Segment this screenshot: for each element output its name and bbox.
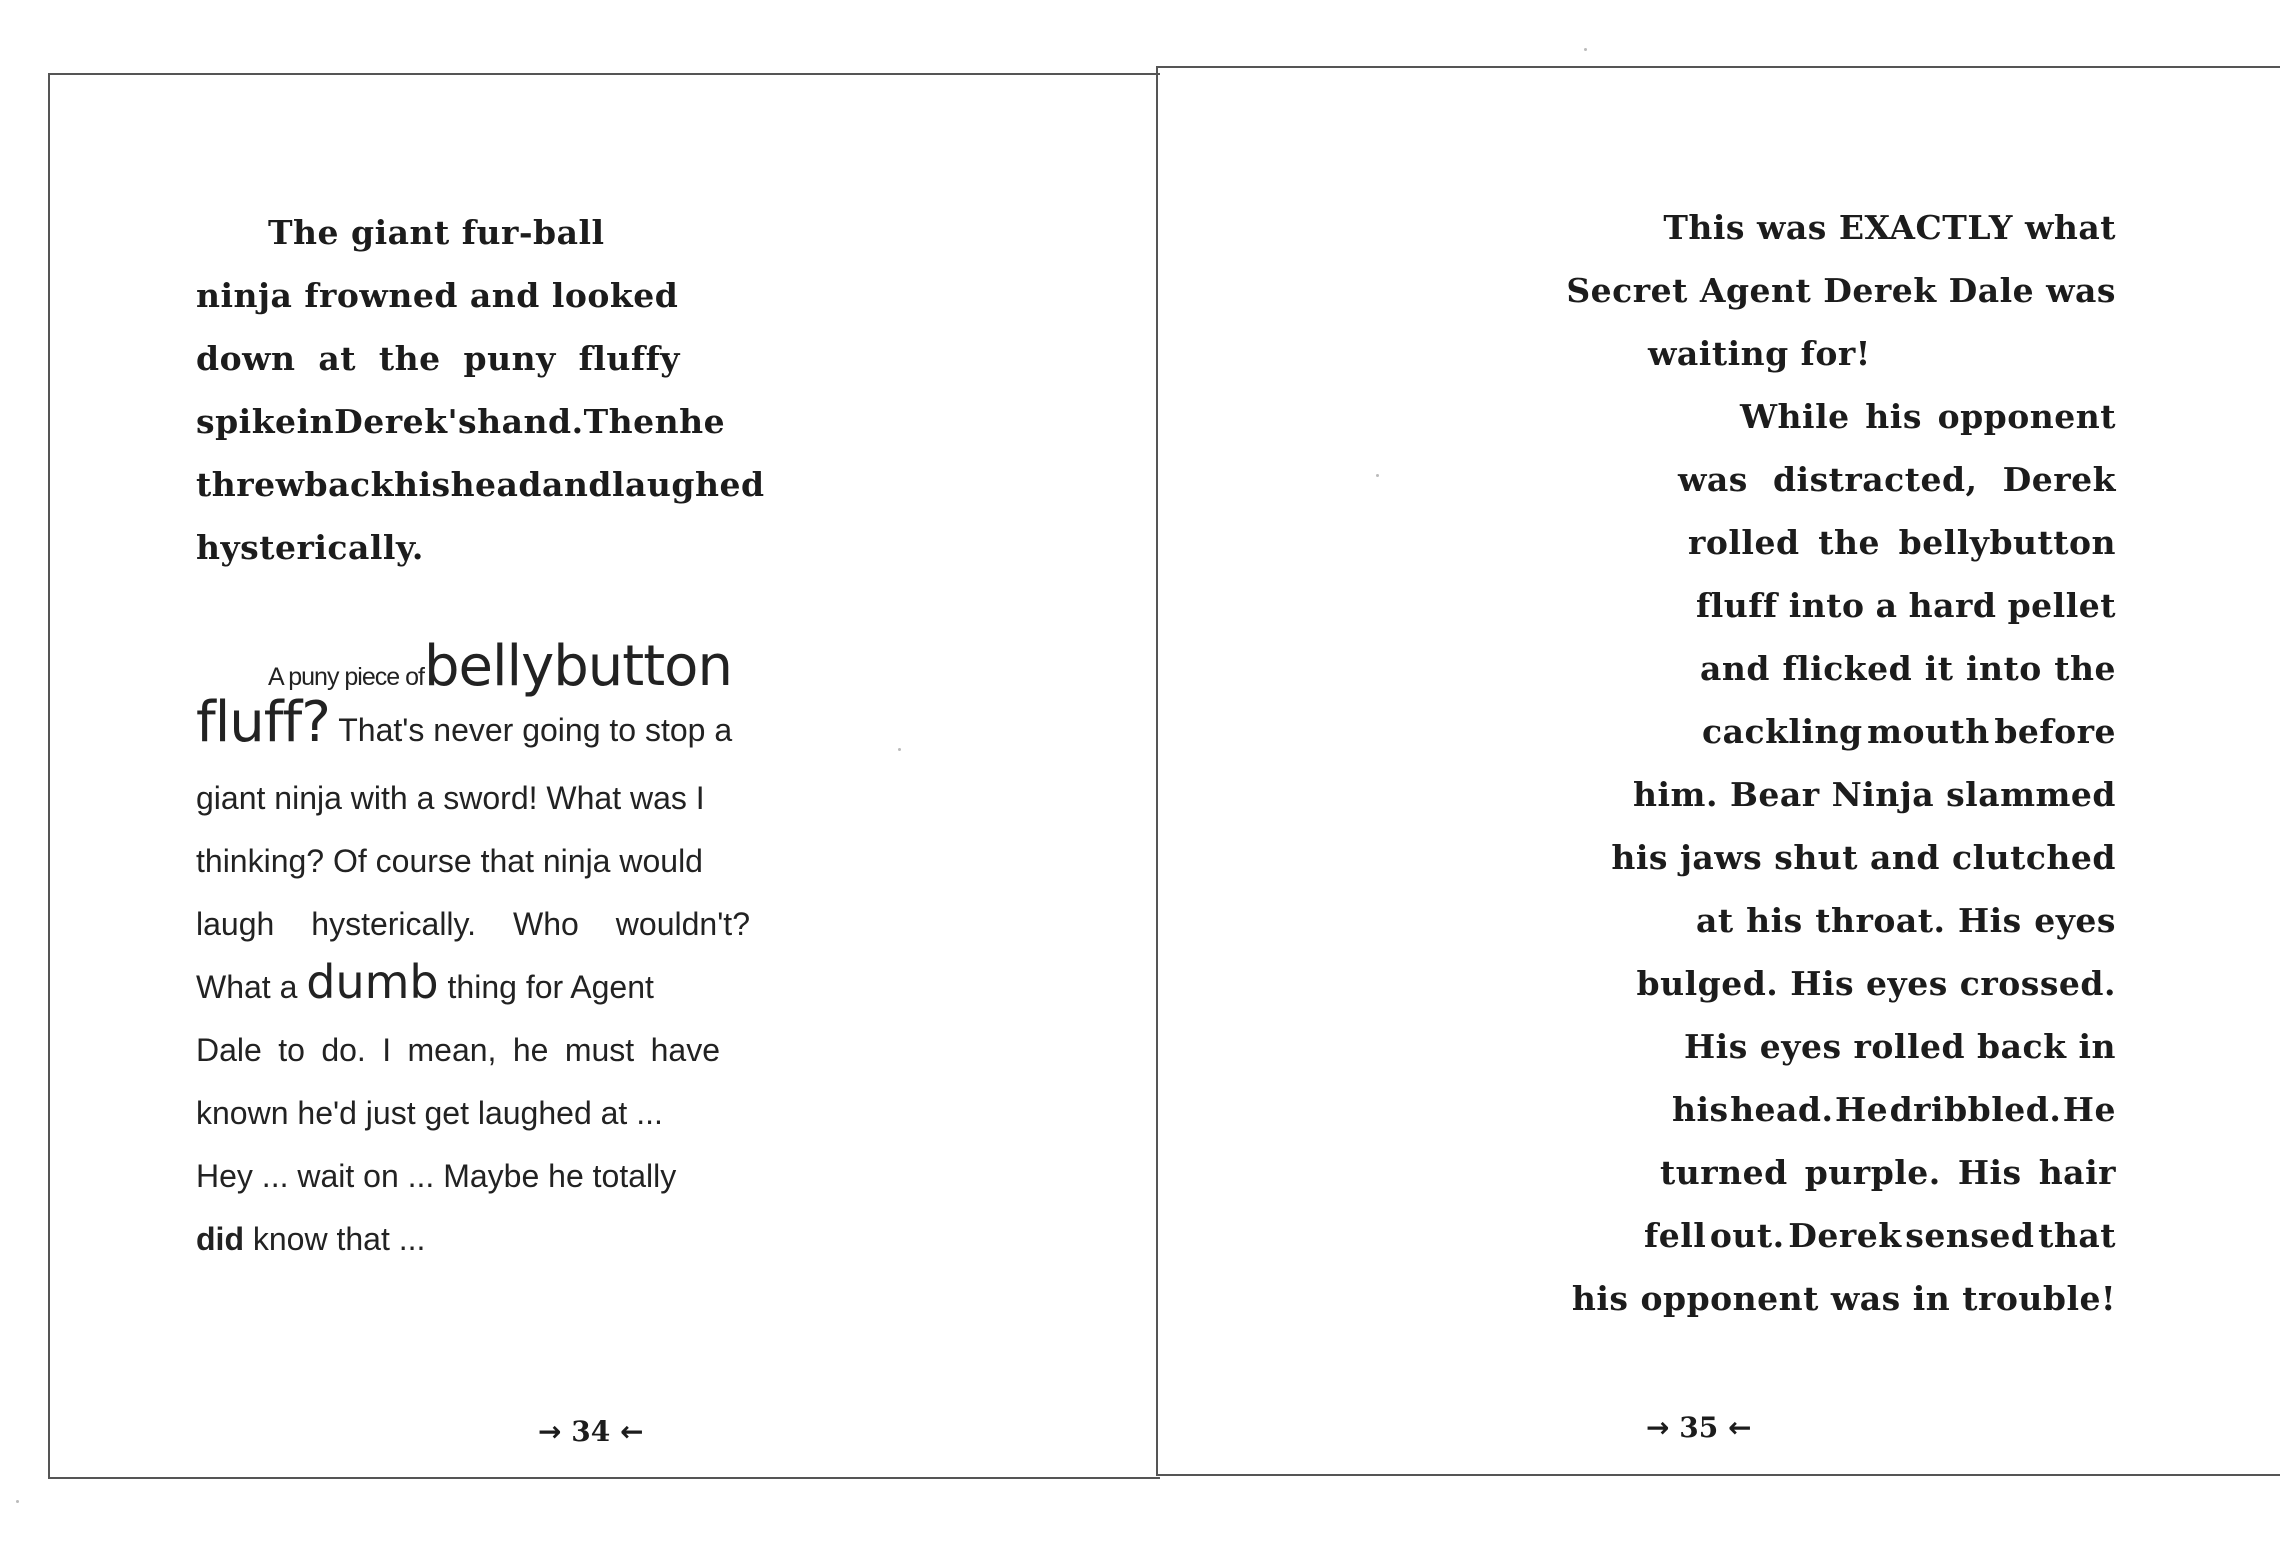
- word: fluff: [1696, 586, 1778, 625]
- word: puny: [463, 339, 556, 378]
- word: His: [1957, 1153, 2022, 1192]
- word: eyes: [2034, 901, 2116, 940]
- word: his: [1865, 397, 1922, 436]
- text-line: [1696, 586, 2116, 625]
- left-arrow-icon: ←: [619, 1415, 644, 1448]
- text-line: [1696, 901, 2116, 940]
- word: it: [1924, 649, 1954, 688]
- word: fell: [1644, 1216, 1707, 1255]
- word: he: [679, 402, 726, 441]
- word: the: [378, 339, 441, 378]
- word: his: [1746, 901, 1803, 940]
- word: do.: [321, 1032, 366, 1068]
- text-line: [1678, 460, 2116, 499]
- page-number-text: 34: [571, 1415, 611, 1448]
- word: rolled: [1853, 1027, 1966, 1066]
- text-line: him. Bear Ninja slammed: [1633, 775, 2116, 814]
- word: Derek's: [334, 402, 478, 441]
- aside-text: know that ...: [252, 1221, 426, 1257]
- word: throat.: [1815, 901, 1946, 940]
- word: Derek: [1788, 1216, 1902, 1255]
- word: turned: [1660, 1153, 1788, 1192]
- word: and: [542, 465, 612, 504]
- text-line: waiting for!: [1648, 334, 1871, 373]
- word: While: [1740, 397, 1850, 436]
- word: He: [1834, 1090, 1889, 1129]
- word: pellet: [2007, 586, 2116, 625]
- word: bellybutton: [1898, 523, 2116, 562]
- word: Dale: [196, 1032, 262, 1068]
- right-arrow-icon: →: [1646, 1411, 1670, 1444]
- word: mean,: [407, 1032, 497, 1068]
- aside-small-text: A puny piece of: [268, 663, 424, 691]
- scan-speck: [1584, 48, 1587, 51]
- word: purple.: [1804, 1153, 1941, 1192]
- word: dribbled.: [1889, 1090, 2062, 1129]
- scan-speck: [16, 1500, 19, 1503]
- word: into: [1965, 649, 2042, 688]
- aside-line: [196, 1032, 720, 1069]
- text-line: his opponent was in trouble!: [1571, 1279, 2116, 1318]
- word: flicked: [1782, 649, 1913, 688]
- word: Who: [513, 906, 579, 942]
- word: he: [512, 1032, 549, 1068]
- text-line: [1672, 1090, 2116, 1129]
- word: in: [2078, 1027, 2116, 1066]
- aside-line: [196, 955, 654, 1009]
- text-line: [1740, 397, 2116, 436]
- word: before: [1994, 712, 2116, 751]
- text-line: [1660, 1153, 2116, 1192]
- word: to: [278, 1032, 305, 1068]
- word: laughed: [611, 465, 765, 504]
- narration-line: The giant fur-ball: [268, 213, 605, 252]
- word: Derek: [2002, 460, 2116, 499]
- aside-line: thinking? Of course that ninja would: [196, 843, 703, 879]
- aside-line: giant ninja with a sword! What was I: [196, 780, 705, 816]
- word: sensed: [1905, 1216, 2035, 1255]
- text-line: [1700, 649, 2116, 688]
- text-line: his jaws shut and clutched: [1611, 838, 2116, 877]
- aside-line: Hey ... wait on ... Maybe he totally: [196, 1158, 677, 1194]
- word: eyes: [1759, 1027, 1842, 1066]
- narration-line: [196, 339, 680, 378]
- word: his: [1672, 1090, 1729, 1129]
- aside-text: What a: [196, 969, 298, 1005]
- word: back: [1977, 1027, 2067, 1066]
- word: distracted,: [1772, 460, 1978, 499]
- page-number-text: 35: [1679, 1411, 1719, 1444]
- narration-line: ninja frowned and looked: [196, 276, 679, 315]
- aside-line: [196, 906, 750, 943]
- word: that: [2038, 1216, 2116, 1255]
- word: fluffy: [578, 339, 680, 378]
- word: in: [296, 402, 335, 441]
- word: the: [1818, 523, 1880, 562]
- aside-big-word: bellybutton: [423, 634, 732, 699]
- word: His: [1957, 901, 2022, 940]
- word: rolled: [1688, 523, 1800, 562]
- word: head: [450, 465, 543, 504]
- word: into: [1788, 586, 1865, 625]
- word: down: [196, 339, 296, 378]
- aside-big-word: dumb: [306, 955, 439, 1009]
- word: at: [1696, 901, 1734, 940]
- aside-line: [196, 690, 732, 755]
- word: and: [1700, 649, 1770, 688]
- word: head.: [1730, 1090, 1834, 1129]
- word: hard: [1908, 586, 1997, 625]
- word: out.: [1709, 1216, 1785, 1255]
- word: back: [304, 465, 394, 504]
- word: hand.: [477, 402, 584, 441]
- word: at: [318, 339, 357, 378]
- word: cackling: [1702, 712, 1863, 751]
- word: must: [564, 1032, 635, 1068]
- word: wouldn't?: [615, 906, 750, 942]
- text-line: [1684, 1027, 2116, 1066]
- text-line: [1702, 712, 2116, 751]
- word: the: [2054, 649, 2116, 688]
- word: Then: [583, 402, 680, 441]
- word: a: [1875, 586, 1898, 625]
- word: His: [1684, 1027, 1748, 1066]
- page-number-left: [538, 1415, 643, 1448]
- scan-speck: [898, 748, 901, 751]
- word: threw: [196, 465, 305, 504]
- aside-big-word: fluff?: [196, 690, 330, 755]
- left-arrow-icon: ←: [1727, 1411, 1752, 1444]
- aside-line: known he'd just get laughed at ...: [196, 1095, 663, 1131]
- word: mouth: [1867, 712, 1990, 751]
- narration-line: hysterically.: [196, 528, 424, 567]
- text-line: This was EXACTLY what: [1663, 208, 2116, 247]
- word: hysterically.: [311, 906, 477, 942]
- text-line: [1688, 523, 2116, 562]
- word: his: [393, 465, 451, 504]
- scan-speck: [1376, 474, 1379, 477]
- word: was: [1678, 460, 1748, 499]
- text-line: [1644, 1216, 2116, 1255]
- word: laugh: [196, 906, 275, 942]
- word: I: [382, 1032, 392, 1068]
- aside-bold-word: did: [196, 1221, 244, 1257]
- right-arrow-icon: →: [538, 1415, 562, 1448]
- word: He: [2062, 1090, 2116, 1129]
- text-line: bulged. His eyes crossed.: [1636, 964, 2116, 1003]
- narration-line: [196, 402, 726, 441]
- aside-line: [196, 1221, 425, 1258]
- aside-text: thing for Agent: [447, 969, 654, 1005]
- narration-line: [196, 465, 765, 504]
- word: hair: [2038, 1153, 2116, 1192]
- word: have: [650, 1032, 720, 1068]
- aside-text: That's never going to stop a: [338, 712, 733, 748]
- page-number-right: [1646, 1411, 1751, 1444]
- text-line: Secret Agent Derek Dale was: [1566, 271, 2116, 310]
- word: spike: [196, 402, 297, 441]
- word: opponent: [1937, 397, 2116, 436]
